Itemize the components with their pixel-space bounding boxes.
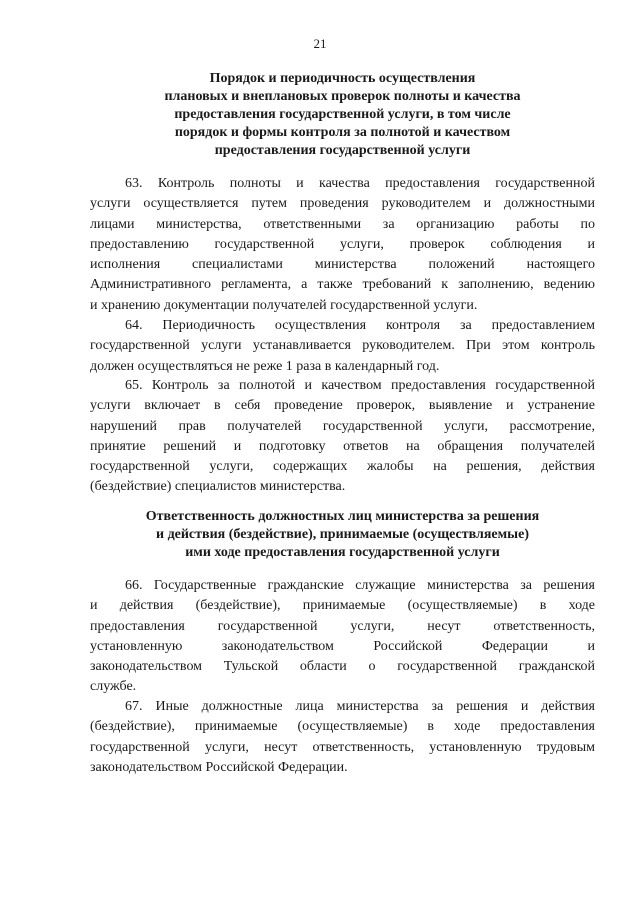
paragraph-line: 64. Периодичность осуществления контроля за предоставлением [125,318,595,333]
paragraph-line: Административного регламента, а также требований к заполнению, ведению [90,277,595,293]
paragraph-line: нарушений прав получателей государственной услуги, рассмотрение, [90,418,595,434]
section-heading-responsibility [90,508,595,562]
paragraph-63 [90,174,595,316]
paragraph-65 [90,376,595,498]
paragraph-line: государственной услуги устанавливается руководителем. При этом контроль [90,338,595,354]
paragraph-line: законодательством Тульской области о государственной гражданской [90,659,595,675]
heading-line: Ответственность должностных лиц министерства за решения [145,509,540,524]
paragraph-line: и действия (бездействие), принимаемые (осуществляемые) в ходе [90,598,595,614]
paragraph-line: 67. Иные должностные лица министерства за решения и действия [125,699,595,714]
paragraph-line: 66. Государственные гражданские служащие министерства за решения [125,578,595,593]
paragraph-line: услуги включает в себя проведение проверок, выявление и устранение [90,398,595,414]
heading-line: Порядок и периодичность осуществления [209,71,476,86]
heading-line: предоставления государственной услуги, в том числе [174,107,511,122]
section-heading-control-procedure [90,70,595,160]
page-number: 21 [313,36,327,51]
paragraph-line: должен осуществляться не реже 1 раза в календарный год. [90,358,440,374]
heading-line: плановых и внеплановых проверок полноты и качества [164,89,521,104]
paragraph-line: государственной услуги, содержащих жалобы на решения, действия [90,459,595,475]
heading-line: предоставления государственной услуги [214,143,471,158]
heading-line: и действия (бездействие), принимаемые (осуществляемые) [156,527,529,542]
paragraph-line: услуги осуществляется путем проведения руководителем и должностными [90,196,595,212]
paragraph-line: предоставления государственной услуги, несут ответственность, [90,618,595,634]
paragraph-line: установленную законодательством Российской Федерации и [90,638,595,654]
paragraph-line: и хранению документации получателей государственной услуги. [90,297,478,313]
paragraph-line: службе. [90,679,137,695]
paragraph-67 [90,697,595,778]
heading-line: порядок и формы контроля за полнотой и качеством [174,125,511,140]
paragraph-line: предоставлению государственной услуги, проверок соблюдения и [90,236,595,252]
paragraph-line: лицами министерства, ответственными за организацию работы по [90,216,595,232]
paragraph-line: (бездействие) специалистов министерства. [90,479,346,495]
heading-line: ими ходе предоставления государственной услуги [185,545,500,560]
paragraph-line: законодательством Российской Федерации. [90,759,348,775]
paragraph-line: принятие решений и подготовку ответов на обращения получателей [90,438,595,454]
paragraph-line: 63. Контроль полноты и качества предоставления государственной [125,176,595,191]
paragraph-line: государственной услуги, несут ответственность, установленную трудовым [90,739,595,755]
paragraph-64 [90,316,595,377]
paragraph-line: 65. Контроль за полнотой и качеством предоставления государственной [125,378,595,393]
paragraph-66 [90,576,595,698]
paragraph-line: исполнения специалистами министерства положений настоящего [90,257,595,273]
paragraph-line: (бездействие), принимаемые (осуществляемые) в ходе предоставления [90,719,595,735]
